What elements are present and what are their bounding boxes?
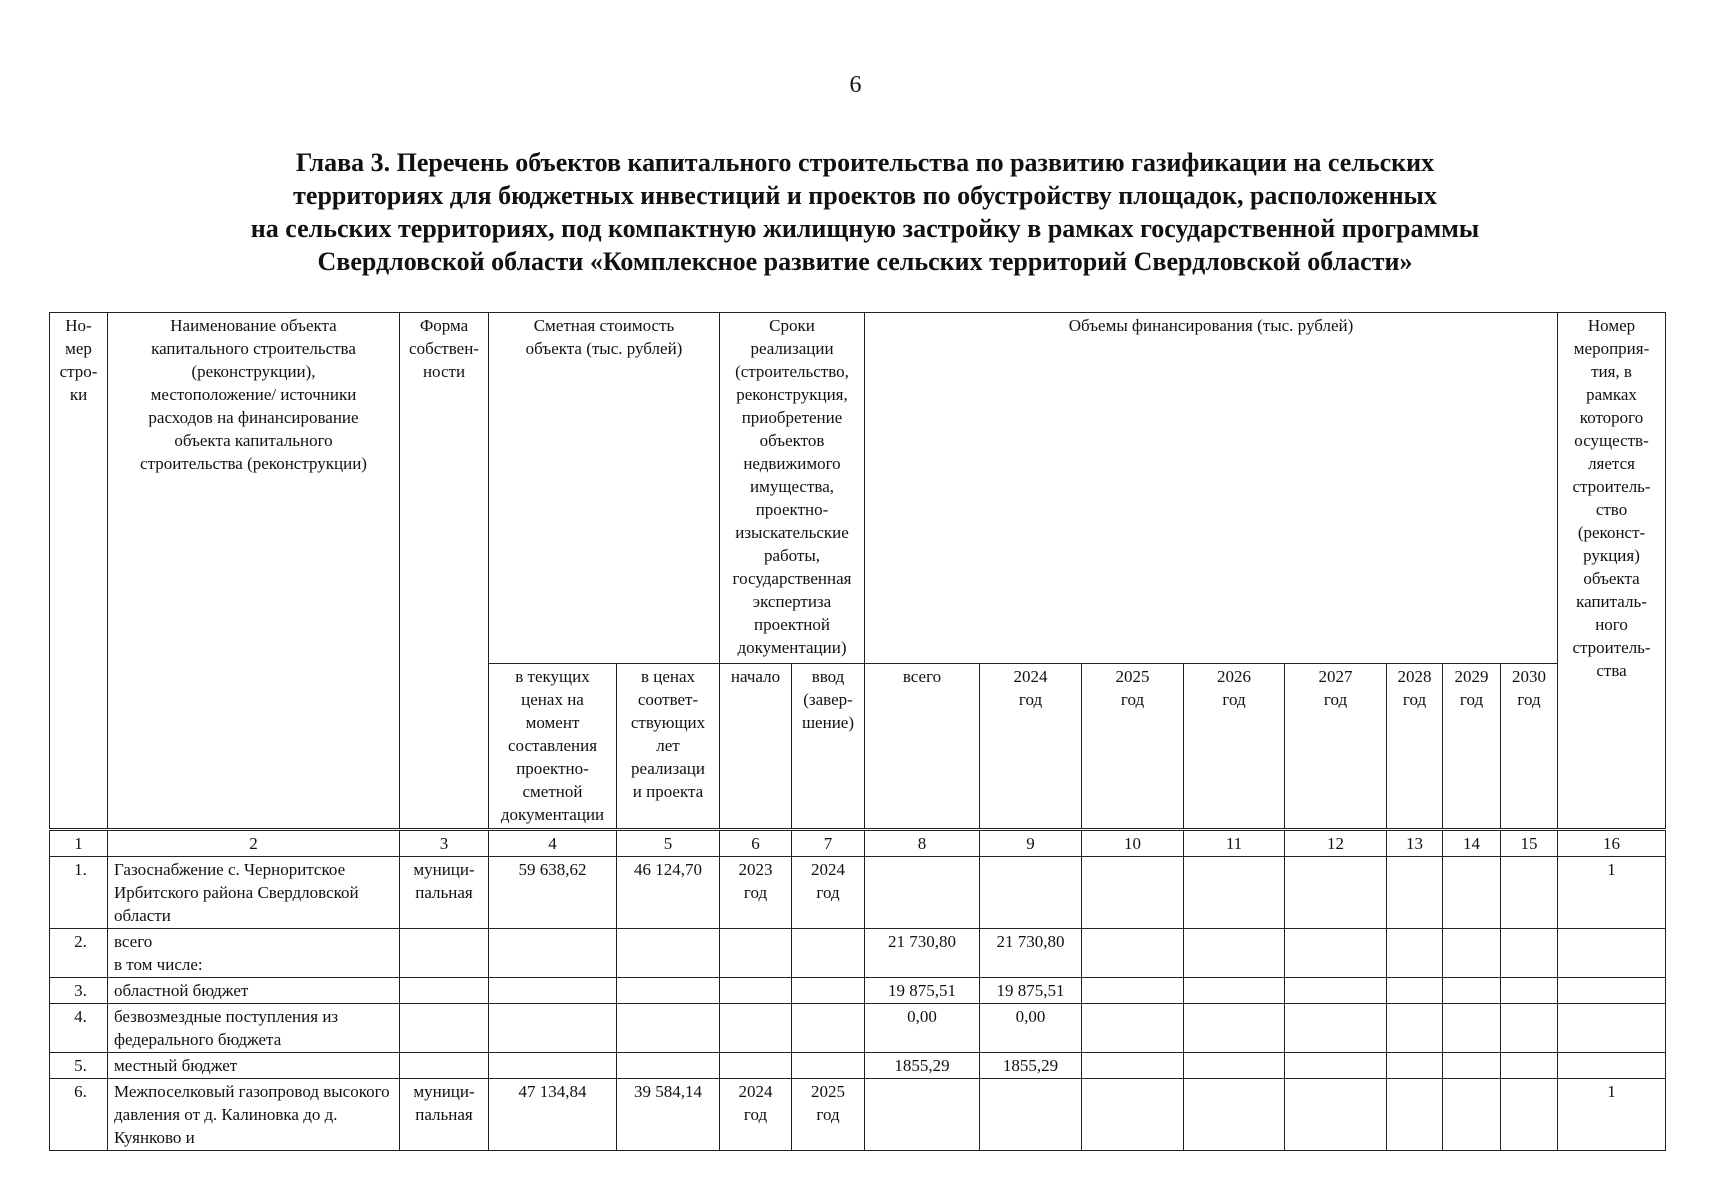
year-2025-cell — [1082, 1079, 1184, 1151]
column-number: 5 — [617, 830, 720, 857]
title-line: Свердловской области «Комплексное развитие сельских территорий Свердловской области» — [317, 247, 1413, 276]
header-total: всего — [865, 664, 980, 830]
table-row — [50, 1004, 1666, 1053]
header-measure-number: Номер мероприя- тия, в рамках которого осуществ- ляется строитель- ство (реконст- рукция) объекта капиталь- ного строитель- ства — [1558, 313, 1666, 830]
cost-current-cell — [489, 1053, 617, 1079]
header-year-2025: 2025 год — [1082, 664, 1184, 830]
cost-current-cell — [489, 929, 617, 978]
year-2029-cell — [1443, 978, 1501, 1004]
year-2025-cell — [1082, 1004, 1184, 1053]
start-year-cell — [720, 978, 792, 1004]
cost-years-cell: 39 584,14 — [617, 1079, 720, 1151]
measure-number-cell — [1558, 978, 1666, 1004]
column-number: 2 — [108, 830, 400, 857]
year-2026-cell — [1184, 978, 1285, 1004]
year-2029-cell — [1443, 1053, 1501, 1079]
year-2030-cell — [1501, 978, 1558, 1004]
table-row — [50, 929, 1666, 978]
table-row — [50, 978, 1666, 1004]
header-year-2030: 2030 год — [1501, 664, 1558, 830]
object-name-cell: Газоснабжение с. Черноритское Ирбитского района Свердловской области — [108, 857, 400, 929]
column-number: 3 — [400, 830, 489, 857]
title-line: территориях для бюджетных инвестиций и проектов по обустройству площадок, расположенных — [293, 181, 1437, 210]
year-2024-cell — [980, 1079, 1082, 1151]
total-cell: 19 875,51 — [865, 978, 980, 1004]
cost-years-cell: 46 124,70 — [617, 857, 720, 929]
row-number-cell: 1. — [50, 857, 108, 929]
year-2026-cell — [1184, 857, 1285, 929]
start-year-cell: 2024 год — [720, 1079, 792, 1151]
column-number: 10 — [1082, 830, 1184, 857]
end-year-cell — [792, 978, 865, 1004]
year-2028-cell — [1387, 1053, 1443, 1079]
year-2026-cell — [1184, 1004, 1285, 1053]
column-number: 1 — [50, 830, 108, 857]
title-line: на сельских территориях, под компактную жилищную застройку в рамках государственной программы — [250, 214, 1480, 243]
header-cost-current: в текущих ценах на момент составления проектно- сметной документации — [489, 664, 617, 830]
start-year-cell — [720, 1004, 792, 1053]
table-row — [50, 1053, 1666, 1079]
year-2030-cell — [1501, 1079, 1558, 1151]
year-2028-cell — [1387, 1004, 1443, 1053]
total-cell: 1855,29 — [865, 1053, 980, 1079]
year-2025-cell — [1082, 1053, 1184, 1079]
cost-years-cell — [617, 1004, 720, 1053]
cost-current-cell: 47 134,84 — [489, 1079, 617, 1151]
year-2027-cell — [1285, 857, 1387, 929]
header-year-2026: 2026 год — [1184, 664, 1285, 830]
column-number: 16 — [1558, 830, 1666, 857]
year-2024-cell: 1855,29 — [980, 1053, 1082, 1079]
header-year-2027: 2027 год — [1285, 664, 1387, 830]
cost-years-cell — [617, 929, 720, 978]
ownership-cell — [400, 978, 489, 1004]
column-number: 14 — [1443, 830, 1501, 857]
measure-number-cell — [1558, 929, 1666, 978]
measure-number-cell — [1558, 1004, 1666, 1053]
year-2028-cell — [1387, 978, 1443, 1004]
cost-current-cell — [489, 1004, 617, 1053]
year-2026-cell — [1184, 929, 1285, 978]
year-2029-cell — [1443, 857, 1501, 929]
cost-years-cell — [617, 1053, 720, 1079]
year-2028-cell — [1387, 929, 1443, 978]
row-number-cell: 2. — [50, 929, 108, 978]
cost-years-cell — [617, 978, 720, 1004]
year-2025-cell — [1082, 929, 1184, 978]
total-cell: 21 730,80 — [865, 929, 980, 978]
year-2028-cell — [1387, 857, 1443, 929]
header-commission: ввод (завер- шение) — [792, 664, 865, 830]
year-2027-cell — [1285, 1079, 1387, 1151]
column-number: 4 — [489, 830, 617, 857]
header-start: начало — [720, 664, 792, 830]
header-financing: Объемы финансирования (тыс. рублей) — [865, 313, 1558, 664]
objects-table — [49, 312, 1666, 1151]
table-row — [50, 857, 1666, 929]
end-year-cell — [792, 1004, 865, 1053]
header-cost-years: в ценах соответ- ствующих лет реализаци и проекта — [617, 664, 720, 830]
row-number-cell: 5. — [50, 1053, 108, 1079]
row-number-cell: 6. — [50, 1079, 108, 1151]
object-name-cell: Межпоселковый газопровод высокого давления от д. Калиновка до д. Куянково и — [108, 1079, 400, 1151]
measure-number-cell: 1 — [1558, 857, 1666, 929]
year-2026-cell — [1184, 1053, 1285, 1079]
header-object-name: Наименование объекта капитального строительства (реконструкции), местоположение/ источники расходов на финансирование объекта капитального строительства (реконструкции) — [108, 313, 400, 830]
year-2025-cell — [1082, 978, 1184, 1004]
year-2027-cell — [1285, 1053, 1387, 1079]
end-year-cell — [792, 1053, 865, 1079]
end-year-cell — [792, 929, 865, 978]
column-number: 8 — [865, 830, 980, 857]
row-number-cell: 4. — [50, 1004, 108, 1053]
year-2029-cell — [1443, 929, 1501, 978]
page-number: 6 — [849, 72, 862, 98]
year-2028-cell — [1387, 1079, 1443, 1151]
header-year-2028: 2028 год — [1387, 664, 1443, 830]
total-cell — [865, 857, 980, 929]
table-row — [50, 1079, 1666, 1151]
end-year-cell: 2024 год — [792, 857, 865, 929]
column-number: 13 — [1387, 830, 1443, 857]
cost-current-cell: 59 638,62 — [489, 857, 617, 929]
ownership-cell — [400, 929, 489, 978]
year-2030-cell — [1501, 1053, 1558, 1079]
year-2027-cell — [1285, 978, 1387, 1004]
year-2030-cell — [1501, 1004, 1558, 1053]
year-2027-cell — [1285, 1004, 1387, 1053]
column-number: 15 — [1501, 830, 1558, 857]
ownership-cell — [400, 1053, 489, 1079]
header-year-2029: 2029 год — [1443, 664, 1501, 830]
column-number: 9 — [980, 830, 1082, 857]
column-number: 7 — [792, 830, 865, 857]
year-2024-cell — [980, 857, 1082, 929]
header-year-2024: 2024 год — [980, 664, 1082, 830]
year-2026-cell — [1184, 1079, 1285, 1151]
end-year-cell: 2025 год — [792, 1079, 865, 1151]
header-terms: Сроки реализации (строительство, реконструкция, приобретение объектов недвижимого имущества, проектно- изыскательские работы, государственная экспертиза проектной документации) — [720, 313, 865, 664]
start-year-cell — [720, 929, 792, 978]
year-2029-cell — [1443, 1079, 1501, 1151]
year-2027-cell — [1285, 929, 1387, 978]
header-ownership: Форма собствен- ности — [400, 313, 489, 830]
year-2030-cell — [1501, 857, 1558, 929]
column-number: 12 — [1285, 830, 1387, 857]
year-2030-cell — [1501, 929, 1558, 978]
year-2024-cell: 21 730,80 — [980, 929, 1082, 978]
ownership-cell: муници- пальная — [400, 857, 489, 929]
row-number-cell: 3. — [50, 978, 108, 1004]
object-name-cell: безвозмездные поступления из федерального бюджета — [108, 1004, 400, 1053]
header-estimate-cost: Сметная стоимость объекта (тыс. рублей) — [489, 313, 720, 664]
object-name-cell: местный бюджет — [108, 1053, 400, 1079]
object-name-cell: областной бюджет — [108, 978, 400, 1004]
measure-number-cell: 1 — [1558, 1079, 1666, 1151]
object-name-cell: всего в том числе: — [108, 929, 400, 978]
title-line: Глава 3. Перечень объектов капитального строительства по развитию газификации на сельских — [295, 148, 1435, 177]
start-year-cell — [720, 1053, 792, 1079]
cost-current-cell — [489, 978, 617, 1004]
year-2024-cell: 19 875,51 — [980, 978, 1082, 1004]
ownership-cell — [400, 1004, 489, 1053]
year-2029-cell — [1443, 1004, 1501, 1053]
ownership-cell: муници- пальная — [400, 1079, 489, 1151]
year-2025-cell — [1082, 857, 1184, 929]
start-year-cell: 2023 год — [720, 857, 792, 929]
column-number: 6 — [720, 830, 792, 857]
header-row-number: Но- мер стро- ки — [50, 313, 108, 830]
year-2024-cell: 0,00 — [980, 1004, 1082, 1053]
column-number: 11 — [1184, 830, 1285, 857]
chapter-title — [150, 146, 1580, 278]
measure-number-cell — [1558, 1053, 1666, 1079]
total-cell — [865, 1079, 980, 1151]
total-cell: 0,00 — [865, 1004, 980, 1053]
column-numbers-row — [50, 830, 1666, 857]
